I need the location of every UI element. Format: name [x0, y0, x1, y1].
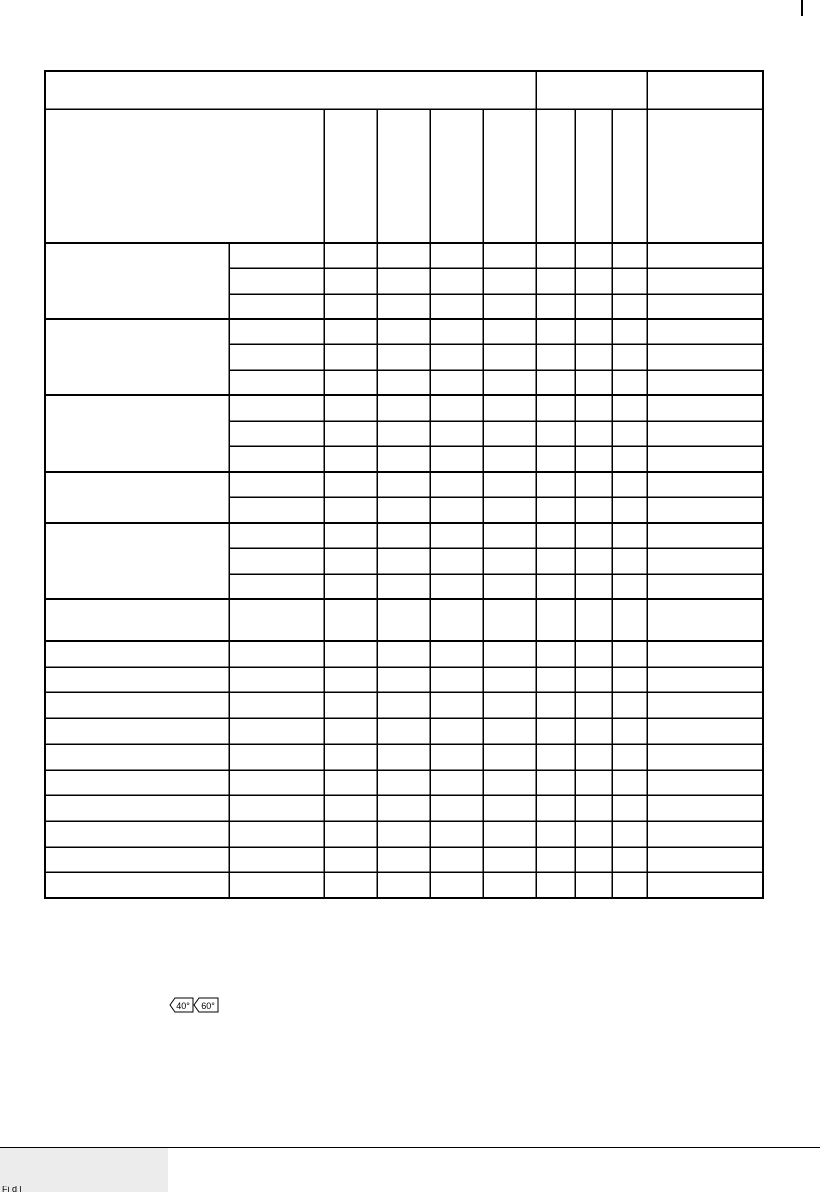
- temp-40-icon: [170, 998, 193, 1012]
- temperature-icons: [168, 997, 220, 1013]
- temp-60-icon: [194, 998, 218, 1012]
- svg-text:60°: 60°: [201, 1001, 215, 1011]
- footer-text: Fi d l: [2, 1186, 22, 1192]
- footer-tab: [0, 1148, 168, 1192]
- svg-text:40°: 40°: [176, 1001, 190, 1011]
- table-outer-border: [45, 71, 763, 898]
